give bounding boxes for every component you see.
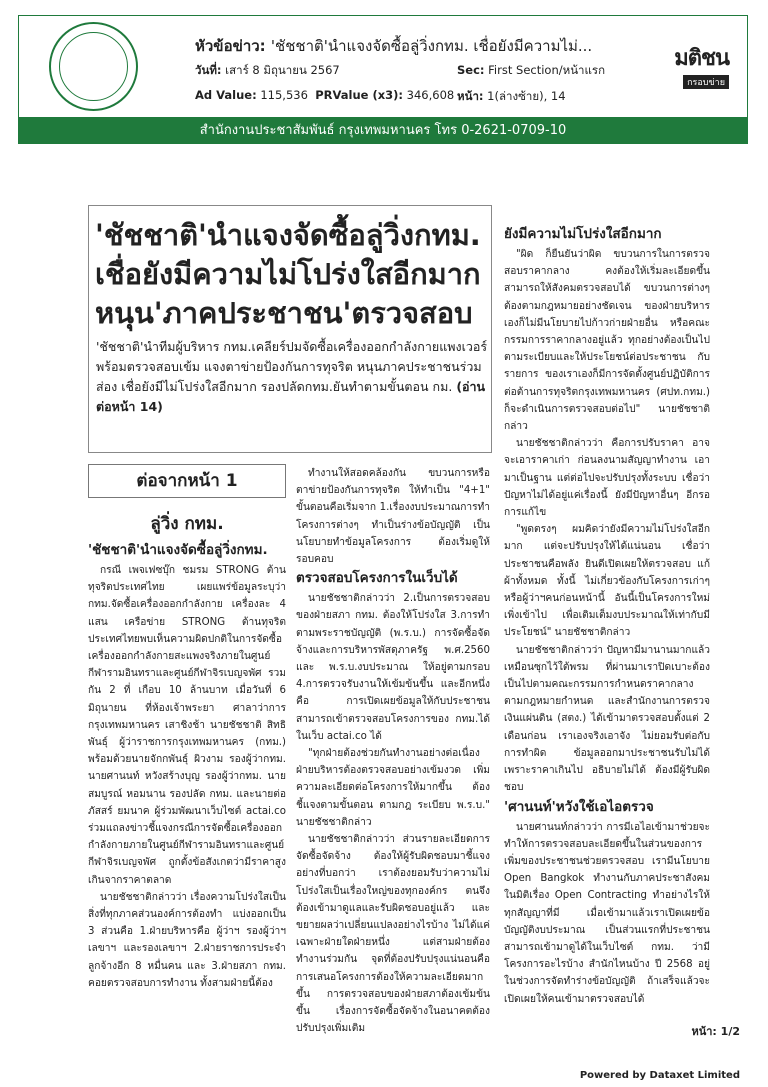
column-2-heading: ตรวจสอบโครงการในเว็บได้ bbox=[296, 570, 458, 587]
column-1 bbox=[88, 540, 286, 992]
ad-value-label: Ad Value: bbox=[195, 88, 257, 102]
column-1-heading: 'ชัชชาติ'นำแจงจัดซื้อลู่วิ่งกทม. bbox=[88, 542, 268, 558]
powered-by: Powered by Dataxet Limited bbox=[579, 1070, 740, 1081]
lead-text: 'ชัชชาติ'นำทีมผู้บริหาร กทม.เคลียร์ปมจัดซื้อเครื่องออกกำลังกายแพงเวอร์ พร้อมตรวจสอบเข้ม แจงตาข่ายป้องกันการทุจริต หนุนภาคประชาชนร่วมส่อง เชื่อยังมีไม่โปร่งใสอีกมาก รองปลัดกทม.ยันทำตามขั้นตอน กม. bbox=[96, 339, 488, 394]
page-row bbox=[457, 88, 566, 106]
sec-value: First Section/หน้าแรก bbox=[488, 63, 606, 77]
page-value: 1(ล่างซ้าย), 14 bbox=[487, 89, 566, 103]
brand-name: มติชน bbox=[674, 46, 729, 71]
column-1-paragraph: กรณี เพจเฟซบุ๊ก ชมรม STRONG ต้านทุจริตประเทศไทย เผยแพร่ข้อมูลระบุว่า กทม.จัดซื้อเครื่องออกกำลังกาย เครื่องละ 4 แสน เครือข่าย STRONG ต้านทุจริตประเทศไทยพบเห็นความผิดปกติในการจัดซื้อเครื่องออกกำลังกายสะแพงจริงภายในศูนย์กีฬารามอินทราและศูนย์กีฬาจิรเบญจพัศ รวมกัน 2 ที่ เกือบ 10 ล้านบาท เมื่อวันที่ 6 มิถุนายน ที่ห้องเจ้าพระยา ศาลาว่าการกรุงเทพมหานคร เสาชิงช้า นายชัชชาติ สิทธิพันธุ์ ผู้ว่าราชการกรุงเทพมหานคร (กทม.) พร้อมด้วยนายจักกพันธุ์ ผิวงาม รองผู้ว่ากทม. นายศานนท์ หวังสร้างบุญ รองผู้ว่ากทม. นายสมบูรณ์ หอมนาน รองปลัด กทม. และนายต่อภัสสร์ ยมนาค ผู้ร่วมพัฒนาเว็บไซต์ actai.co ร่วมแถลงข่าวชี้แจงกรณีการจัดซื้อเครื่องออกกำลังกายภายในศูนย์กีฬารามอินทราและศูนย์กีฬาจิรเบญจพัศ ถูกตั้งข้อสังเกตว่ามีราคาสูงเกินจากราคาตลาด bbox=[88, 565, 286, 886]
column-3 bbox=[504, 224, 710, 1008]
continued-subtitle: ลู่วิ่ง กทม. bbox=[150, 514, 224, 534]
agency-band: สำนักงานประชาสัมพันธ์ กรุงเทพมหานคร โทร 0-2621-0709-10 bbox=[18, 118, 748, 144]
column-3-paragraph: นายชัชชาติกล่าวว่า ปัญหามีมานานมากแล้ว เหมือนซุกไว้ใต้พรม ที่ผ่านมาเราปิดเบาะต้องเป็นไปตามคณะกรรมการกำหนดราคากลาง ตามกฎหมายกำหนด และสำนักงานการตรวจเงินแผ่นดิน (สตง.) ได้เข้ามาตรวจสอบตั้งแต่ 2 เดือนก่อน เราเองจริงเอาจัง ไม่ยอมรับต่อกับการทำผิด ข้อมูลออกมาประชาชนรับไม่ได้ เพราะราคาเกินไป อธิบายไม่ได้ ต้องมีผู้รับผิดชอบ bbox=[504, 644, 710, 794]
sec-label: Sec: bbox=[457, 63, 485, 77]
pr-value: 346,608 bbox=[406, 88, 455, 102]
newspaper-brand bbox=[674, 48, 729, 89]
column-3-paragraph: นายศานนท์กล่าวว่า การมีเอไอเข้ามาช่วยจะทำให้การตรวจสอบละเอียดขึ้นในส่วนของการเพิ่มของประชาชนช่วยตรวจสอบ เรามีนโยบาย Open Bangkok ทำงานกับภาคประชาสังคม ในมิติเรื่อง Open Contracting ทำอย่างไรให้ทุกสัญญาที่มี เมื่อเข้ามาแล้วเราเปิดเผยข้อบัญญัติงบประมาณ เป็นส่วนแรกที่ประชาชนสามารถเข้ามาดูได้ในเว็บไซต์ กทม. ว่ามีโครงการอะไรบ้าง สำนักไหนบ้าง ปี 2568 อยู่ในช่วงการจัดทำร่างข้อบัญญัติ ถ้าเสร็จแล้วจะเปิดเผยให้คนเข้ามาตรวจสอบได้ bbox=[504, 821, 710, 1005]
column-3-paragraph: "ผิด ก็ยืนยันว่าผิด ขบวนการในการตรวจสอบราคากลาง คงต้องให้เริ่มละเอียดขึ้น สามารถให้สังคมตรวจสอบได้ ขบวนการต่างๆ ต้องตามกฎหมายอย่างชัดเจน ของฝ่ายบริหารเองก็ไม่มีนโยบายไปก้าวก่ายฝ่ายอื่น หรือคณะกรรมการราคากลางอยู่แล้ว ทุกอย่างต้องเป็นไปตามระเบียบและให้ประโยชน์ต่อประชาชน กับรายการ ของเราเองก็มีการจัดตั้งศูนย์ปฏิบัติการต่อต้านการทุจริตกรุงเทพมหานคร (ศปท.กทม.) ก็จะดำเนินการตรวจสอบต่อไป" นายชัชชาติกล่าว bbox=[504, 249, 710, 433]
column-2-paragraph: นายชัชชาติกล่าวว่า ส่วนรายละเอียดการจัดซื้อจัดจ้าง ต้องให้ผู้รับผิดชอบมาชี้แจง อย่างที่บอกว่า เราต้องยอมรับว่าความไม่โปร่งใสเป็นเรื่องใหญ่ของทุกองค์กร ตนจึงต้องเข้ามาดูแลและรับผิดชอบอยู่แล้ว และขยายผลว่าเปลี่ยนแปลงอย่างไรบ้าง ไม่ได้แค่เฉพาะฝ่ายใดฝ่ายหนึ่ง แต่สามฝ่ายต้องทำงานร่วมกัน จุดที่ต้องปรับปรุงแน่นอนคือการเสนอโครงการต้องให้ความละเอียดมากขึ้น การตรวจสอบของฝ่ายสภาต้องเข้มข้นขึ้น เรื่องการจัดซื้อจัดจ้างในอนาคตต้องปรับปรุงเพิ่มเติม bbox=[296, 834, 490, 1035]
column-3-paragraph: "พูดตรงๆ ผมคิดว่ายังมีความไม่โปร่งใสอีกมาก แต่จะปรับปรุงให้ได้แน่นอน เชื่อว่าประชาชนคือพลัง ยินดีเปิดเผยให้ตรวจสอบ แก้ผ้าทั้งหมด ทั้งนี้ ไม่เกี่ยวข้องกับโครงการเก่าๆ หรือผู้ว่าฯคนก่อนหน้านี้ อันนี้เป็นโครงการใหม่ เพิ่งเข้าไป เพื่อเติมเต็มงบประมาณให้เท่ากับมีประโยชน์" นายชัชชาติกล่าว bbox=[504, 524, 710, 639]
column-3-paragraph: นายชัชชาติกล่าวว่า คือการปรับราคา อาจจะเอาราคาเก่า ก่อนลงนามสัญญาทำงาน เอามาเป็นฐาน แต่ต่อไปจะปรับปรุงทั้งระบบ เชื่อว่าปัญหาไม่ได้อยู่แค่เรื่องนี้ ยังมีปัญหาอื่นๆ อีกรอการแก้ไข bbox=[504, 438, 710, 519]
lead-paragraph bbox=[96, 337, 488, 417]
news-title bbox=[195, 34, 592, 58]
pr-value-label: PRValue (x3): bbox=[315, 88, 404, 102]
date-value: เสาร์ 8 มิถุนายน 2567 bbox=[225, 63, 340, 77]
column-2-paragraph: นายชัชชาติกล่าวว่า 2.เป็นการตรวจสอบของฝ่ายสภา กทม. ต้องให้โปร่งใส 3.การทำตามพระราชบัญญัติ (พ.ร.บ.) การจัดซื้อจัดจ้างและการบริหารพัสดุภาครัฐ พ.ศ.2560 และ พ.ร.บ.งบประมาณ ให้อยู่ตามกรอบ 4.การตรวจรับงานให้เข้มข้นขึ้น และอีกหนึ่งคือ การเปิดเผยข้อมูลให้กับประชาชน สามารถเข้าตรวจสอบโครงการของ กทม.ได้ในเว็บ actai.co ได้ bbox=[296, 593, 490, 742]
column-1-paragraph: นายชัชชาติกล่าวว่า เรื่องความโปร่งใสเป็นสิ่งที่ทุกภาคส่วนองค์การต้องทำ แบ่งออกเป็น 3 ส่วนคือ 1.ฝ่ายบริหารคือ ผู้ว่าฯ รองผู้ว่าฯ เลขาฯ และรองเลขาฯ 2.ฝ่ายราชการประจำลูกจ้างอีก 8 หมื่นคน และ 3.ฝ่ายสภา กทม. คอยตรวจสอบการทำงาน ทั้งสามฝ่ายนี้ต้อง bbox=[88, 891, 286, 989]
sec-row bbox=[457, 62, 605, 80]
continued-label: ต่อจากหน้า 1 bbox=[88, 464, 286, 498]
ad-value: 115,536 bbox=[260, 88, 308, 102]
column-3-heading: 'ศานนท์'หวังใช้เอไอตรวจ bbox=[504, 798, 654, 815]
date-label: วันที่: bbox=[195, 63, 222, 77]
title-value: 'ชัชชาติ'นำแจงจัดซื้อลู่วิ่งกทม. เชื่อยังมีความไม่... bbox=[270, 37, 593, 55]
date-row bbox=[195, 62, 340, 80]
value-row bbox=[195, 88, 454, 102]
page-number: หน้า: 1/2 bbox=[691, 1025, 740, 1038]
clipping-header bbox=[18, 15, 748, 118]
column-2-paragraph: "ทุกฝ่ายต้องช่วยกันทำงานอย่างต่อเนื่อง ฝ่ายบริหารต้องตรวจสอบอย่างเข้มงวด เพิ่มความละเอียดต่อโครงการให้มากขึ้น ต้องชี้แจงตามขั้นตอน ตามกฎ ระเบียบ พ.ร.บ." นายชัชชาติกล่าว bbox=[296, 748, 490, 828]
bma-seal-logo bbox=[49, 22, 138, 111]
headline: 'ชัชชาติ'นำแจงจัดซื้อลู่วิ่งกทม. เชื่อยังมีความไม่โปร่งใสอีกมาก หนุน'ภาคประชาชน'ตรวจสอบ bbox=[95, 218, 481, 330]
brand-tag: กรอบข่าย bbox=[683, 75, 729, 89]
column-2-paragraph: ทำงานให้สอดคล้องกัน ขบวนการหรือตาข่ายป้องกันการทุจริต ให้ทำเป็น "4+1" ขั้นตอนคือเริ่มจาก 1.เรื่องงบประมาณการทำโครงการต่างๆ ทำเป็นร่างข้อบัญญัติ เป็นนโยบายทำข้อมูลโครงการ ต้องเริ่มดูให้รอบคอบ bbox=[296, 468, 490, 566]
column-3-heading: ยังมีความไม่โปร่งใสอีกมาก bbox=[504, 226, 662, 242]
title-label: หัวข้อข่าว: bbox=[195, 37, 266, 55]
continue-note: (อ่านต่อหน้า 14) bbox=[96, 379, 486, 414]
page-label: หน้า: bbox=[457, 89, 484, 103]
column-2 bbox=[296, 465, 490, 1038]
